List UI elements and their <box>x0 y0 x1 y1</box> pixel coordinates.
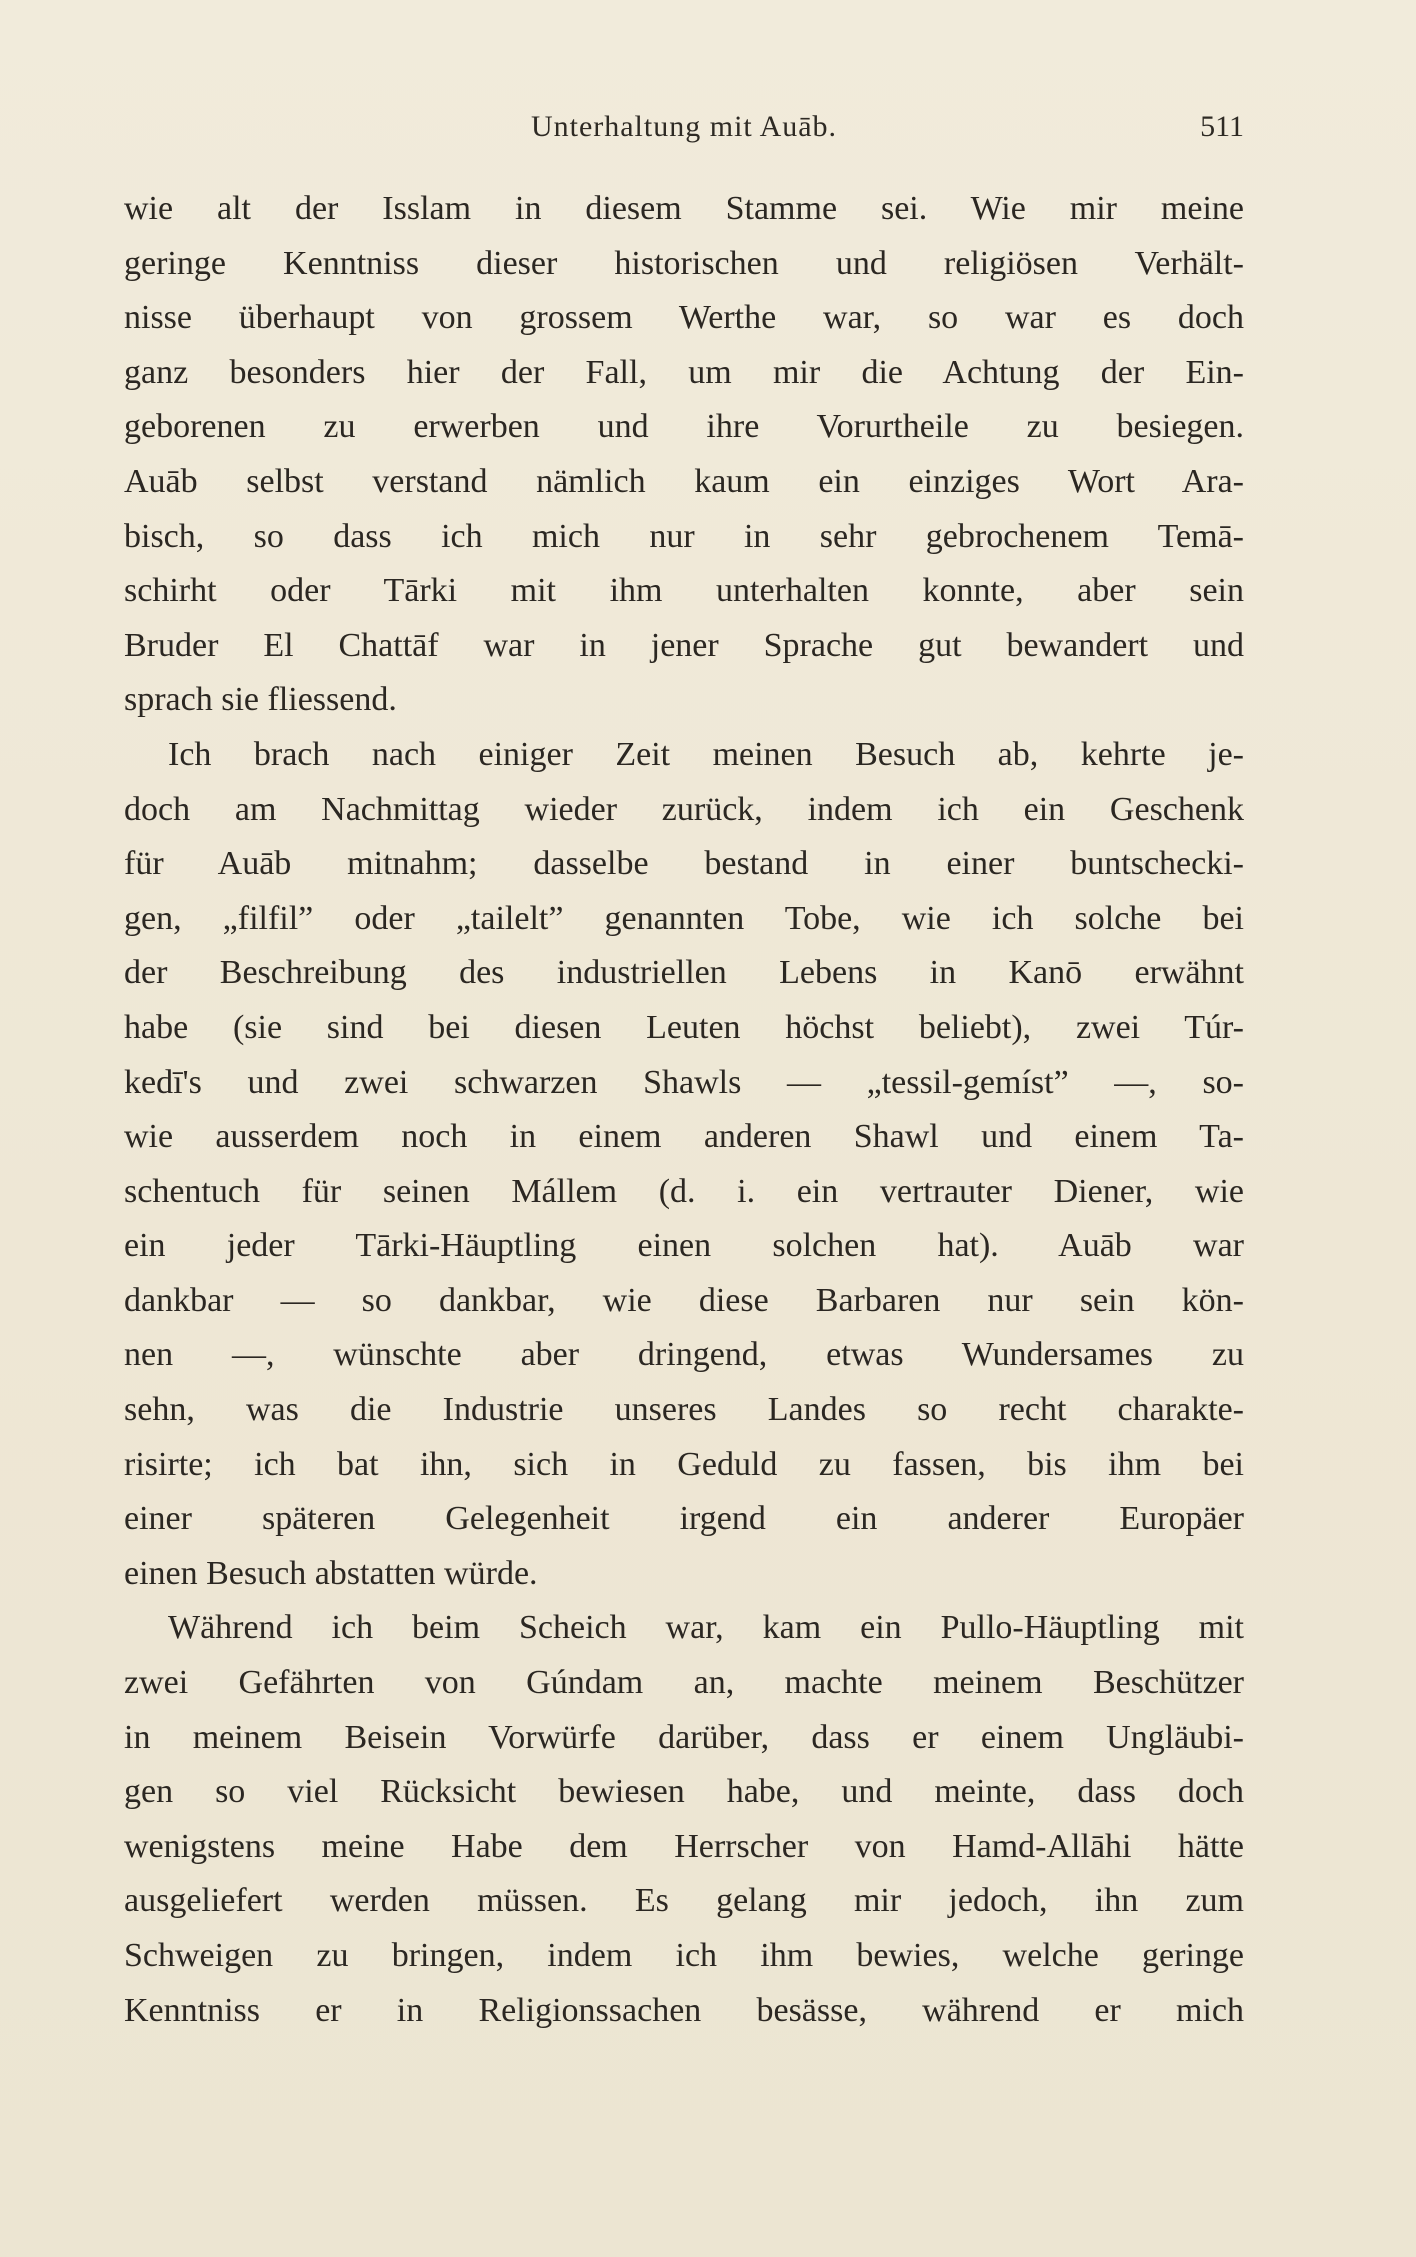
text-line: sprach sie fliessend. <box>124 681 397 719</box>
text-line: nisse überhaupt von grossem Werthe war, so war es doch <box>124 299 1244 337</box>
text-line: habe (sie sind bei diesen Leuten höchst beliebt), zwei Túr- <box>124 1008 1244 1046</box>
text-line: gen, „filfil” oder „tailelt” genannten Tobe, wie ich solche bei <box>124 899 1244 937</box>
text-line: in meinem Beisein Vorwürfe darüber, dass er einem Ungläubi- <box>124 1718 1244 1756</box>
running-title: Unterhaltung mit Auāb. <box>530 110 838 143</box>
text-line: Ich brach nach einiger Zeit meinen Besuch ab, kehrte je- <box>168 735 1244 773</box>
text-line: geborenen zu erwerben und ihre Vorurtheile zu besiegen. <box>124 408 1244 446</box>
text-line: bisch, so dass ich mich nur in sehr gebrochenem Temā- <box>124 517 1244 555</box>
text-line: dankbar — so dankbar, wie diese Barbaren nur sein kön- <box>124 1281 1244 1319</box>
text-line: doch am Nachmittag wieder zurück, indem ich ein Geschenk <box>124 790 1244 828</box>
text-line: ganz besonders hier der Fall, um mir die Achtung der Ein- <box>124 353 1244 391</box>
text-line: ein jeder Tārki-Häuptling einen solchen hat). Auāb war <box>124 1227 1244 1265</box>
text-line: Kenntniss er in Religionssachen besässe, während er mich <box>124 1991 1244 2029</box>
text-line: Bruder El Chattāf war in jener Sprache gut bewandert und <box>124 626 1244 664</box>
text-line: einen Besuch abstatten würde. <box>124 1554 538 1592</box>
text-line: Schweigen zu bringen, indem ich ihm bewies, welche geringe <box>124 1937 1244 1974</box>
text-line: für Auāb mitnahm; dasselbe bestand in einer buntschecki- <box>124 845 1244 883</box>
text-line: Auāb selbst verstand nämlich kaum ein einziges Wort Ara- <box>124 462 1244 500</box>
text-line: wie alt der Isslam in diesem Stamme sei. Wie mir meine <box>124 190 1244 227</box>
text-line: zwei Gefährten von Gúndam an, machte meinem Beschützer <box>124 1664 1244 1702</box>
text-line: schirht oder Tārki mit ihm unterhalten konnte, aber sein <box>124 572 1244 610</box>
text-line: ausgeliefert werden müssen. Es gelang mir jedoch, ihn zum <box>124 1882 1244 1920</box>
body-text <box>124 182 1244 2038</box>
text-line: risirte; ich bat ihn, sich in Geduld zu fassen, bis ihm bei <box>124 1445 1244 1483</box>
text-line: wie ausserdem noch in einem anderen Shawl und einem Ta- <box>124 1118 1244 1156</box>
page-header <box>124 104 1244 148</box>
text-line: geringe Kenntniss dieser historischen und religiösen Verhält- <box>124 244 1244 282</box>
text-line: wenigstens meine Habe dem Herrscher von Hamd-Allāhi hätte <box>124 1827 1244 1865</box>
page-number: 511 <box>1200 110 1244 143</box>
text-line: der Beschreibung des industriellen Lebens in Kanō erwähnt <box>124 954 1244 992</box>
text-line: sehn, was die Industrie unseres Landes so recht charakte- <box>124 1391 1244 1429</box>
text-line: kedī's und zwei schwarzen Shawls — „tessil-gemíst” —, so- <box>124 1063 1244 1101</box>
text-line: schentuch für seinen Mállem (d. i. ein vertrauter Diener, wie <box>124 1172 1244 1210</box>
text-line: nen —, wünschte aber dringend, etwas Wundersames zu <box>124 1336 1244 1374</box>
text-line: Während ich beim Scheich war, kam ein Pullo-Häuptling mit <box>168 1609 1244 1647</box>
text-line: einer späteren Gelegenheit irgend ein anderer Europäer <box>124 1500 1244 1538</box>
text-line: gen so viel Rücksicht bewiesen habe, und meinte, dass doch <box>124 1773 1244 1811</box>
